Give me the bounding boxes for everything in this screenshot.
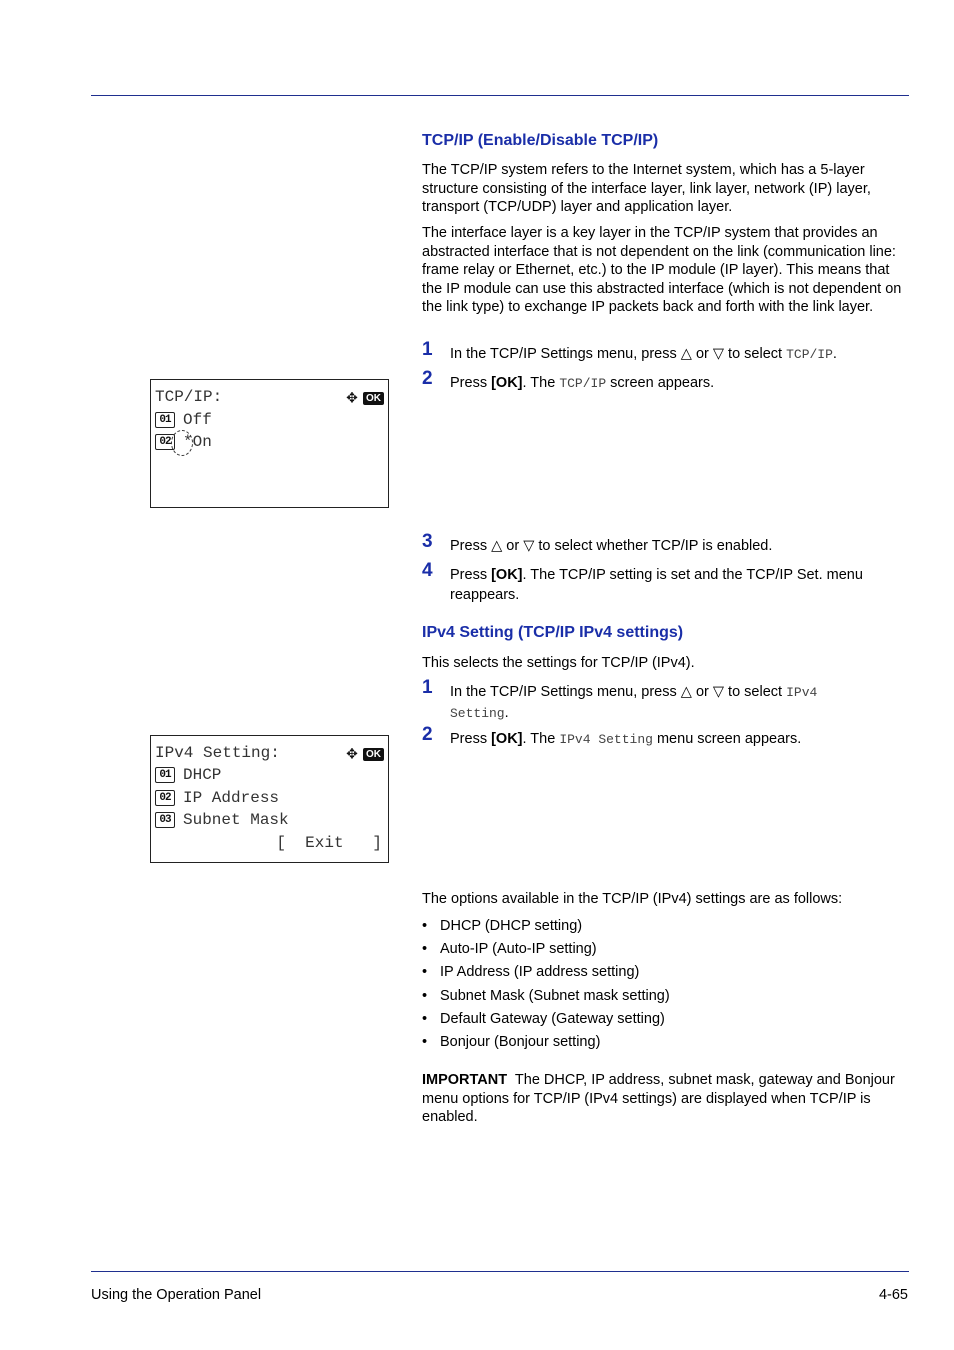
footer-chapter-title: Using the Operation Panel: [91, 1287, 262, 1303]
number-key-icon: 02: [155, 434, 175, 450]
step-number: 1: [422, 677, 433, 698]
four-way-arrows-icon: ✥: [346, 746, 358, 763]
step-number: 2: [422, 724, 433, 745]
header-rule: [91, 95, 909, 96]
step-number: 4: [422, 560, 433, 581]
paragraph-interface-layer: The interface layer is a key layer in the TCP/IP system that provides an abstracted interface that is not dependent on the link (communication line: frame relay or Ethernet, etc.) to the IP module (IP layer). This means that the IP module can use this abstracted interface (which is not dependent on the link type) to exchange IP packets back and forth with the link layer.: [422, 225, 902, 315]
four-way-arrows-icon: ✥: [346, 390, 358, 407]
ok-icon: OK: [363, 392, 384, 405]
paragraph-ipv4-intro: This selects the settings for TCP/IP (IPv4).: [422, 655, 695, 671]
lcd-option-dhcp: 01 DHCP: [155, 764, 221, 786]
step-4-press-ok: 4 Press [OK]. The TCP/IP setting is set and the TCP/IP Set. menu reappears.: [422, 560, 863, 603]
cursor-highlight-icon: [171, 430, 193, 456]
lcd-option-ip-address: 02 IP Address: [155, 787, 279, 809]
options-list: [422, 916, 670, 1055]
step-2-press-ok: 2 Press [OK]. The TCP/IP screen appears.: [422, 368, 715, 391]
step-2-press-ok-ipv4: 2 Press [OK]. The IPv4 Setting menu screen appears.: [422, 724, 802, 747]
lcd-option-off: 01 Off: [155, 409, 212, 431]
list-item: • IP Address (IP address setting): [422, 964, 640, 981]
list-item: • Auto-IP (Auto-IP setting): [422, 941, 597, 958]
paragraph-options-intro: The options available in the TCP/IP (IPv4) settings are as follows:: [422, 891, 843, 907]
step-number: 1: [422, 339, 433, 360]
lcd-tcpip-screen: [150, 379, 389, 508]
lcd-title: TCP/IP:: [155, 388, 223, 406]
ok-icon: OK: [363, 748, 384, 761]
number-key-icon: 01: [155, 767, 175, 783]
list-item: • Subnet Mask (Subnet mask setting): [422, 987, 670, 1004]
number-key-icon: 02: [155, 790, 175, 806]
step-3-select-enabled: 3 Press △ or ▽ to select whether TCP/IP is enabled.: [422, 531, 773, 554]
lcd-option-on: 02 *On: [155, 431, 212, 453]
list-item: • Default Gateway (Gateway setting): [422, 1010, 665, 1027]
list-item: • Bonjour (Bonjour setting): [422, 1033, 601, 1050]
list-item: • DHCP (DHCP setting): [422, 918, 583, 934]
important-note: IMPORTANT The DHCP, IP address, subnet mask, gateway and Bonjour menu options for TCP/IP (IPv4 settings) are displayed when TCP/IP is enabled.: [422, 1072, 895, 1125]
step-1-select-ipv4: 1 In the TCP/IP Settings menu, press △ or ▽ to select IPv4 Setting.: [422, 677, 818, 721]
lcd-nav-indicator: [346, 388, 384, 407]
step-1-select-tcpip: 1 In the TCP/IP Settings menu, press △ or ▽ to select TCP/IP.: [422, 339, 837, 362]
lcd-title: IPv4 Setting:: [155, 744, 280, 762]
lcd-softkey-exit: [ Exit ]: [276, 834, 382, 852]
footer-page-number: 4-65: [878, 1287, 908, 1303]
footer-rule: [91, 1271, 909, 1272]
lcd-ipv4-screen: [150, 735, 389, 863]
number-key-icon: 03: [155, 812, 175, 828]
paragraph-tcpip-intro: The TCP/IP system refers to the Internet system, which has a 5-layer structure consisting of the interface layer, link layer, network (IP) layer, transport (TCP/UDP) layer and application layer.: [422, 162, 871, 215]
lcd-nav-indicator: [346, 744, 384, 763]
section-heading-tcpip: TCP/IP (Enable/Disable TCP/IP): [422, 132, 659, 149]
section-heading-ipv4: IPv4 Setting (TCP/IP IPv4 settings): [422, 624, 684, 641]
lcd-option-subnet-mask: 03 Subnet Mask: [155, 809, 289, 831]
step-number: 2: [422, 368, 433, 389]
number-key-icon: 01: [155, 412, 175, 428]
step-number: 3: [422, 531, 433, 552]
